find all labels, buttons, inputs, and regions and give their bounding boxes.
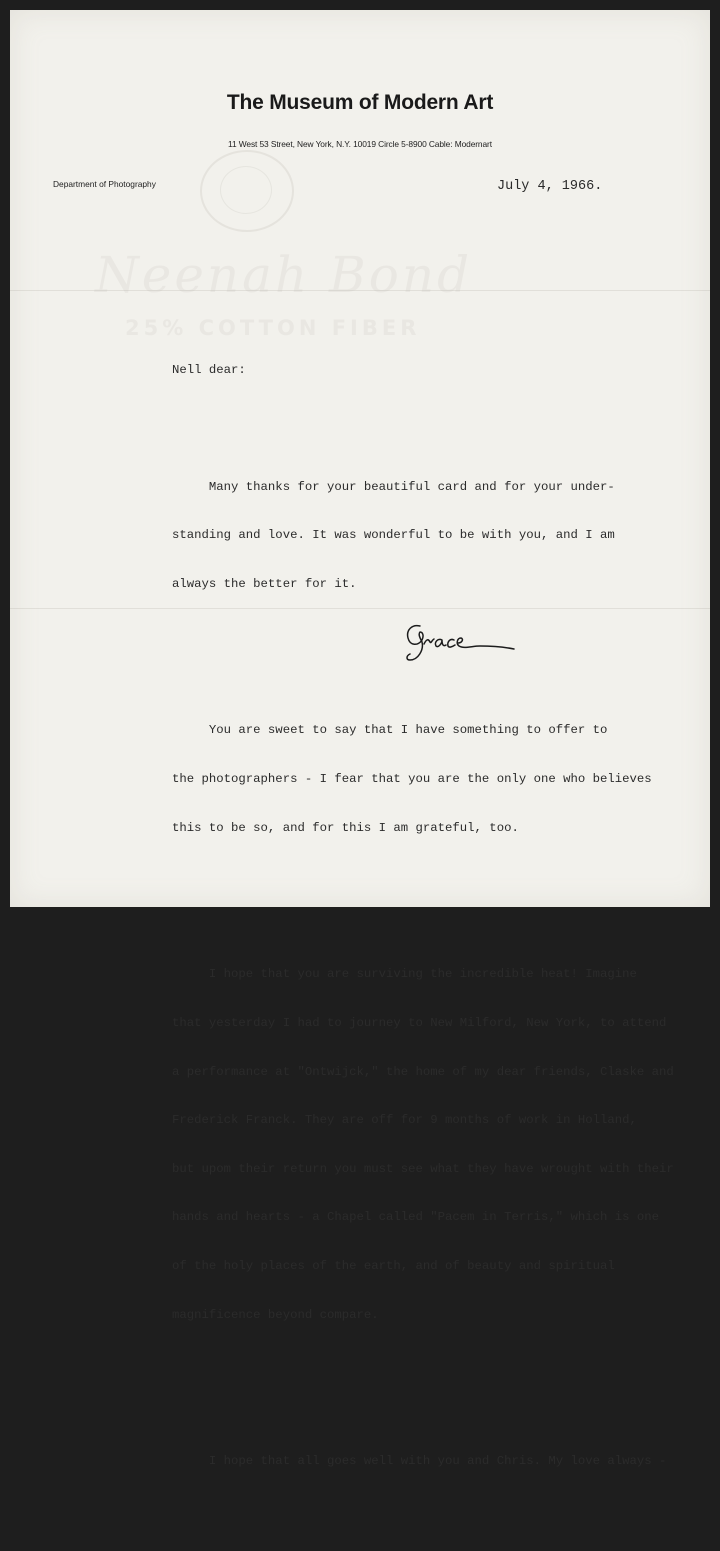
paragraph xyxy=(172,1421,692,1502)
text-line: this to be so, and for this I am grateful, too. xyxy=(172,820,519,835)
department-name: Department of Photography xyxy=(53,179,156,189)
letter-date: July 4, 1966. xyxy=(497,179,603,194)
letterhead-address: 11 West 53 Street, New York, N.Y. 10019 Circle 5-8900 Cable: Modernart xyxy=(228,139,492,149)
text-line: I hope that all goes well with you and Chris. My love always - xyxy=(172,1454,667,1469)
text-line: Frederick Franck. They are off for 9 months of work in Holland, xyxy=(172,1113,637,1128)
salutation: Nell dear: xyxy=(172,363,246,378)
paragraph xyxy=(172,934,692,1355)
text-line: a performance at "Ontwijck," the home of my dear friends, Claske and xyxy=(172,1064,674,1079)
letterhead-institution: The Museum of Modern Art xyxy=(226,91,494,114)
handwritten-signature xyxy=(402,616,522,672)
text-line: always the better for it. xyxy=(172,576,357,591)
paragraph xyxy=(172,690,692,868)
text-line: You are sweet to say that I have something to offer to xyxy=(172,723,608,738)
text-line: Many thanks for your beautiful card and for your under- xyxy=(172,479,615,494)
letter-body xyxy=(172,330,692,1551)
text-line: standing and love. It was wonderful to be with you, and I am xyxy=(172,528,615,543)
text-line: that yesterday I had to journey to New Milford, New York, to attend xyxy=(172,1015,667,1030)
paper-watermark-fiber: 25% COTTON FIBER xyxy=(125,316,421,340)
text-line: magnificence beyond compare. xyxy=(172,1307,379,1322)
paper-watermark: Neenah Bond xyxy=(95,246,473,304)
paragraph xyxy=(172,446,692,624)
text-line: I hope that you are surviving the incredible heat! Imagine xyxy=(172,967,637,982)
text-line: but upom their return you must see what they have wrought with their xyxy=(172,1161,674,1176)
text-line: of the holy places of the earth, and of beauty and spiritual xyxy=(172,1258,615,1273)
watermark-seal-icon xyxy=(200,150,294,232)
text-line: hands and hearts - a Chapel called "Pacem in Terris," which is one xyxy=(172,1210,660,1225)
text-line: the photographers - I fear that you are the only one who believes xyxy=(172,772,652,787)
letter-page xyxy=(10,10,710,1469)
